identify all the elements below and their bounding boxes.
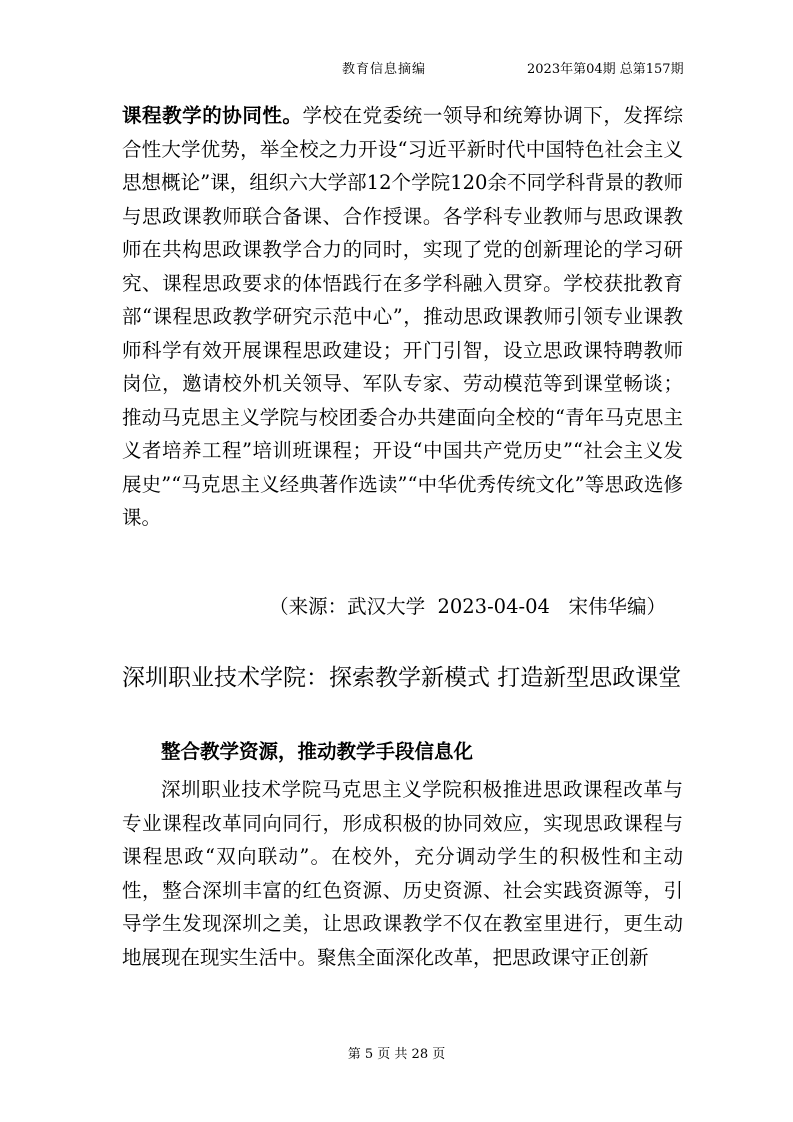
article-source: （来源：武汉大学 2023-04-04 宋伟华编） (269, 595, 666, 618)
issue-number: 2023年第04期 总第157期 (527, 62, 684, 77)
page-header (0, 58, 793, 78)
section-heading: 整合教学资源，推动教学手段信息化 (161, 740, 474, 763)
article-paragraph (122, 99, 683, 535)
article-title: 深圳职业技术学院：探索教学新模式 打造新型思政课堂 (122, 665, 682, 691)
paragraph-body: 学校在党委统一领导和统筹协调下，发挥综合性大学优势，举全校之力开设“习近平新时代中国特色社会主义思想概论”课，组织六大学部12个学院120余不同学科背景的教师与思政课教师联合备课、合作授课。各学科专业教师与思政课教师在共构思政课教学合力的同时，实现了党的创新理论的学习研究、课程思政要求的体悟践行在多学科融入贯穿。学校获批教育部“课程思政教学研究示范中心”，推动思政课教师引领专业课教师科学有效开展课程思政建设；开门引智，设立思政课特聘教师岗位，邀请校外机关领导、军队专家、劳动模范等到课堂畅谈；推动马克思主义学院与校团委合办共建面向全校的“青年马克思主义者培养工程”培训班课程；开设“中国共产党历史”“社会主义发展史”“马克思主义经典著作选读”“中华优秀传统文化”等思政选修课。 (122, 104, 683, 529)
page-number: 第 5 页 共 28 页 (347, 1047, 446, 1062)
paragraph-lead: 课程教学的协同性。 (122, 104, 303, 127)
journal-name: 教育信息摘编 (342, 62, 427, 77)
article-paragraph: 深圳职业技术学院马克思主义学院积极推进思政课程改革与专业课程改革同向同行，形成积极的协同效应，实现思政课程与课程思政“双向联动”。在校外，充分调动学生的积极性和主动性，整合深圳丰富的红色资源、历史资源、社会实践资源等，引导学生发现深圳之美，让思政课教学不仅在教室里进行，更生动地展现在现实生活中。聚焦全面深化改革，把思政课守正创新 (122, 778, 683, 969)
